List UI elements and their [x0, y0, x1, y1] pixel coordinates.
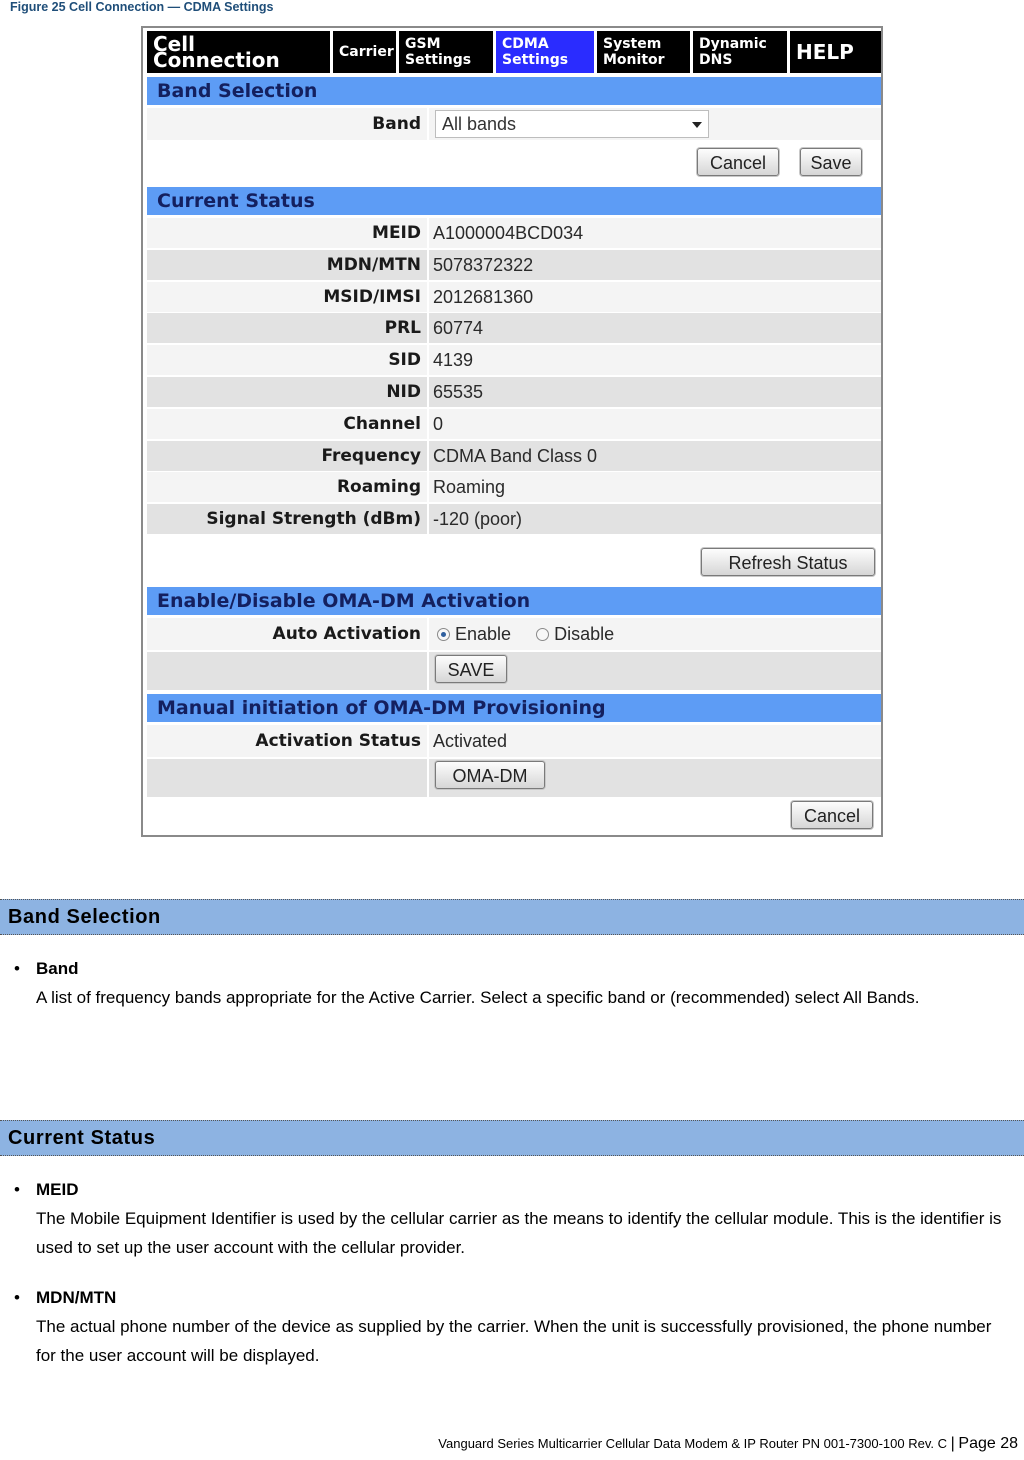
band-select[interactable] — [435, 110, 709, 138]
status-value: A1000004BCD034 — [433, 223, 584, 243]
status-label: SID — [147, 345, 429, 375]
status-value: 5078372322 — [433, 255, 534, 275]
status-label: NID — [147, 377, 429, 407]
auto-activation-label: Auto Activation — [147, 618, 429, 650]
tab-bar — [147, 31, 881, 73]
status-value: 4139 — [433, 350, 474, 370]
status-value: 60774 — [433, 318, 484, 338]
disable-radio-label: Disable — [554, 624, 615, 644]
status-value: 0 — [433, 414, 444, 434]
status-value: 65535 — [433, 382, 484, 402]
bullet-icon: • — [14, 1180, 20, 1199]
band-selection-header: Band Selection — [147, 77, 881, 105]
radio-selected-icon — [437, 628, 450, 641]
band-label: Band — [147, 108, 429, 140]
oma-dm-button[interactable]: OMA-DM — [435, 761, 545, 789]
status-label: MSID/IMSI — [147, 282, 429, 312]
activation-save-row — [147, 652, 881, 690]
doc-item-heading: Band — [36, 959, 79, 978]
footer-separator: | — [950, 1435, 955, 1452]
status-row — [147, 409, 881, 439]
doc-item-heading: MDN/MTN — [36, 1288, 117, 1307]
tab-cell-connection[interactable]: Cell Connection — [147, 31, 333, 73]
band-select-value: All bands — [442, 114, 517, 134]
tab-carrier[interactable]: Carrier — [333, 31, 399, 73]
doc-item-mdn-mtn — [14, 1283, 1004, 1370]
bullet-icon: • — [14, 959, 20, 978]
status-label: Frequency — [147, 441, 429, 471]
activation-status-value: Activated — [433, 731, 508, 751]
radio-unselected-icon — [536, 628, 549, 641]
enable-radio[interactable] — [437, 624, 511, 644]
status-row — [147, 250, 881, 280]
status-label: Signal Strength (dBm) — [147, 504, 429, 534]
bullet-icon: • — [14, 1288, 20, 1307]
status-row — [147, 504, 881, 534]
cdma-settings-screenshot — [141, 26, 883, 837]
band-cancel-button[interactable]: Cancel — [697, 148, 779, 176]
status-row — [147, 441, 881, 471]
auto-activation-row — [147, 618, 881, 650]
oma-manual-header: Manual initiation of OMA-DM Provisioning — [147, 694, 881, 722]
dropdown-arrow-icon — [692, 122, 702, 128]
status-row — [147, 313, 881, 343]
status-label: MDN/MTN — [147, 250, 429, 280]
doc-item-description: The actual phone number of the device as supplied by the carrier. When the unit is successfully provisioned, the phone number for the user account will be displayed. — [36, 1317, 992, 1365]
refresh-status-button[interactable]: Refresh Status — [701, 548, 875, 576]
tab-help[interactable]: HELP — [796, 40, 854, 64]
doc-item-description: The Mobile Equipment Identifier is used by the cellular carrier as the means to identify the cellular module. This is the identifier is used to set up the user account with the cellular provider. — [36, 1209, 1002, 1257]
status-value: Roaming — [433, 477, 506, 497]
page-footer — [438, 1435, 1018, 1453]
status-label: Channel — [147, 409, 429, 439]
status-value: -120 (poor) — [433, 509, 523, 529]
doc-section-band-selection: Band Selection — [0, 899, 1024, 935]
tab-cdma-settings[interactable]: CDMA Settings — [496, 31, 597, 73]
activation-status-row — [147, 725, 881, 757]
doc-item-meid — [14, 1175, 1004, 1262]
page-number: Page 28 — [958, 1435, 1018, 1452]
figure-caption: Figure 25 Cell Connection — CDMA Settings — [10, 0, 274, 14]
tab-system-monitor[interactable]: System Monitor — [597, 31, 693, 73]
status-row — [147, 218, 881, 248]
doc-item-description: A list of frequency bands appropriate for the Active Carrier. Select a specific band or (recommended) select All Bands. — [36, 988, 920, 1007]
doc-section-current-status: Current Status — [0, 1120, 1024, 1156]
status-label: PRL — [147, 313, 429, 343]
status-label: MEID — [147, 218, 429, 248]
status-value: 2012681360 — [433, 287, 534, 307]
status-row — [147, 282, 881, 312]
disable-radio[interactable] — [536, 624, 614, 644]
oma-activation-header: Enable/Disable OMA-DM Activation — [147, 587, 881, 615]
status-value: CDMA Band Class 0 — [433, 446, 598, 466]
status-row — [147, 472, 881, 502]
doc-item-band — [14, 954, 1004, 1012]
final-cancel-button[interactable]: Cancel — [791, 801, 873, 829]
activation-status-label: Activation Status — [147, 725, 429, 757]
tab-dynamic-dns[interactable]: Dynamic DNS — [693, 31, 790, 73]
status-row — [147, 345, 881, 375]
enable-radio-label: Enable — [455, 624, 512, 644]
current-status-header: Current Status — [147, 187, 881, 215]
footer-text: Vanguard Series Multicarrier Cellular Data Modem & IP Router PN 001-7300-100 Rev. C — [438, 1436, 947, 1451]
band-save-button[interactable]: Save — [800, 148, 862, 176]
doc-item-heading: MEID — [36, 1180, 79, 1199]
tab-gsm-settings[interactable]: GSM Settings — [399, 31, 496, 73]
activation-save-button[interactable]: SAVE — [435, 655, 507, 683]
status-label: Roaming — [147, 472, 429, 502]
status-row — [147, 377, 881, 407]
